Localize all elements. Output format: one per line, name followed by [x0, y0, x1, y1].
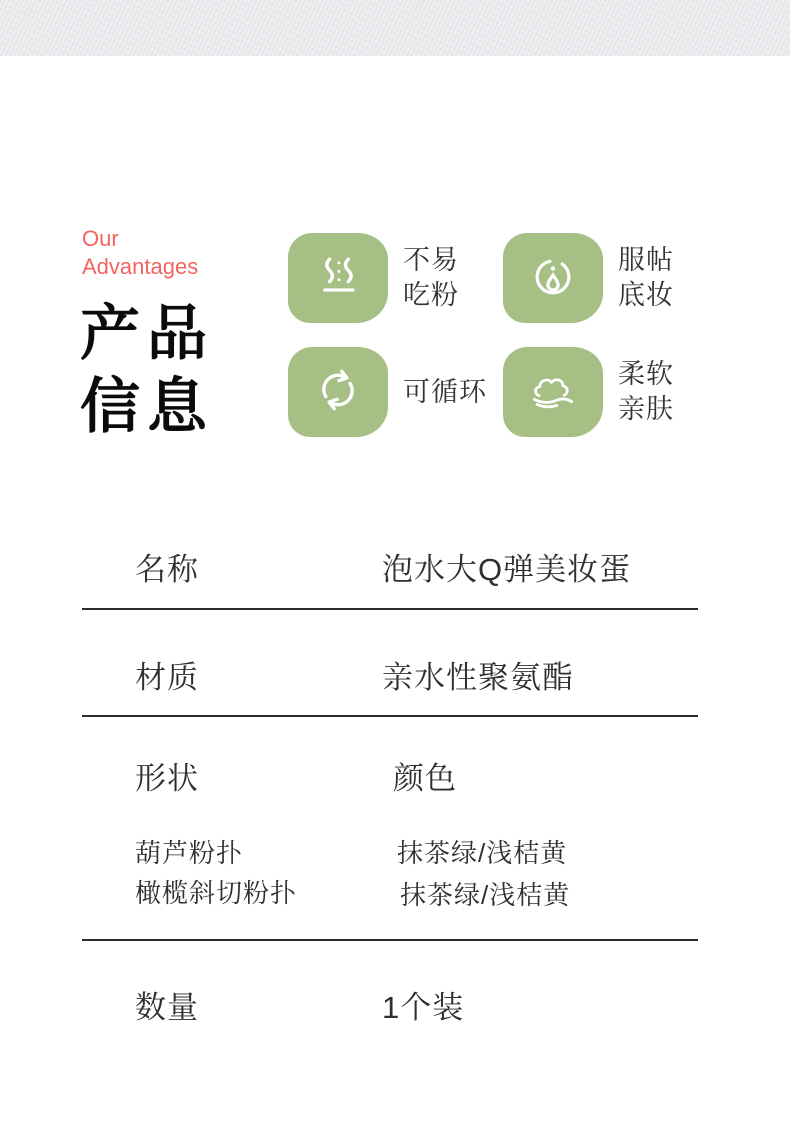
advantage-label-line1: 可循环	[403, 376, 487, 407]
variant-color: 抹茶绿/浅桔黄	[397, 838, 568, 868]
page-title	[80, 297, 214, 443]
cloud-icon	[525, 362, 581, 423]
variant-shape: 橄榄斜切粉扑	[135, 878, 298, 908]
spec-value-quantity: 1个装	[382, 990, 465, 1025]
advantage-label-line1: 柔软	[618, 359, 674, 389]
advantage-label-line1: 不易	[403, 245, 459, 275]
advantages-eyebrow	[82, 225, 198, 281]
advantage-item-fits-makeup	[503, 233, 718, 323]
advantage-item-recyclable	[288, 347, 503, 437]
steam-icon	[310, 248, 366, 309]
eyebrow-line2: Advantages	[82, 254, 199, 279]
page-title-line2: 信息	[80, 373, 214, 440]
advantage-label	[403, 375, 487, 410]
advantage-label-line1: 服帖	[618, 245, 674, 275]
advantage-label	[403, 243, 459, 313]
advantage-item-no-powder	[288, 233, 503, 323]
advantage-label	[618, 243, 674, 313]
spec-header-color: 颜色	[393, 761, 457, 796]
divider	[82, 939, 698, 941]
advantage-label-line2: 亲肤	[618, 394, 674, 424]
advantage-label	[618, 357, 674, 427]
eyebrow-line1: Our	[82, 226, 119, 251]
spec-value-material: 亲水性聚氨酯	[382, 660, 574, 695]
spec-header-shape: 形状	[135, 761, 199, 796]
divider	[82, 608, 698, 610]
recycle-icon	[310, 362, 366, 423]
divider	[82, 715, 698, 717]
spec-value-name: 泡水大Q弹美妆蛋	[382, 552, 632, 587]
advantage-badge	[288, 233, 388, 323]
advantage-badge	[503, 347, 603, 437]
droplet-icon	[525, 248, 581, 309]
spec-label-quantity: 数量	[135, 990, 199, 1025]
advantage-badge	[503, 233, 603, 323]
spec-label-material: 材质	[135, 660, 199, 695]
spec-label-name: 名称	[135, 552, 199, 587]
torn-paper-edge	[0, 0, 790, 56]
advantage-item-soft	[503, 347, 718, 437]
variant-color: 抹茶绿/浅桔黄	[400, 880, 571, 910]
advantage-label-line2: 底妆	[618, 280, 674, 310]
advantage-badge	[288, 347, 388, 437]
advantage-label-line2: 吃粉	[403, 280, 459, 310]
page-title-line1: 产品	[80, 300, 214, 367]
variant-shape: 葫芦粉扑	[135, 838, 244, 868]
